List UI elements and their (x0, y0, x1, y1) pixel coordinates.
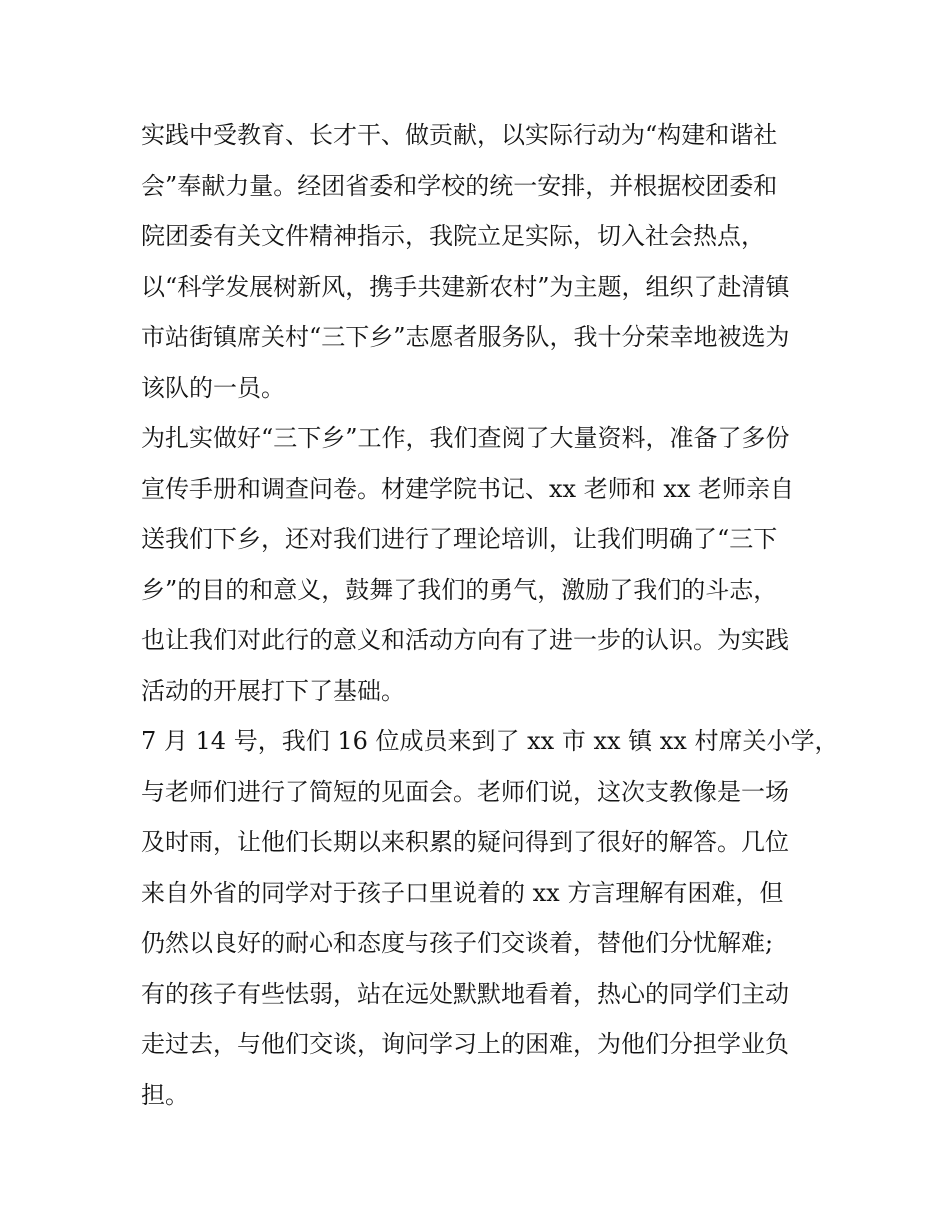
text-line: 来自外省的同学对于孩子口里说着的 xx 方言理解有困难，但 (141, 878, 784, 907)
text-line: 也让我们对此行的意义和活动方向有了进一步的认识。为实践 (141, 626, 789, 654)
body-text (141, 110, 839, 1120)
text-line: 7 月 14 号，我们 16 位成员来到了 xx 市 xx 镇 xx 村席关小学， (141, 727, 839, 755)
text-line: 走过去，与他们交谈，询问学习上的困难，为他们分担学业负 (141, 1030, 789, 1058)
text-line: 仍然以良好的耐心和态度与孩子们交谈着，替他们分忧解难; (141, 929, 774, 957)
text-line: 担。 (141, 1080, 189, 1109)
text-line: 与老师们进行了简短的见面会。老师们说，这次支教像是一场 (141, 777, 789, 806)
text-line: 会”奉献力量。经团省委和学校的统一安排，并根据校团委和 (141, 171, 778, 200)
text-line: 有的孩子有些怯弱，站在远处默默地看着，热心的同学们主动 (141, 979, 789, 1008)
text-line: 宣传手册和调查问卷。材建学院书记、xx 老师和 xx 老师亲自 (141, 474, 795, 503)
text-line: 以“科学发展树新风，携手共建新农村”为主题，组织了赴清镇 (141, 272, 790, 301)
text-line: 市站街镇席关村“三下乡”志愿者服务队，我十分荣幸地被选为 (141, 323, 790, 351)
text-line: 活动的开展打下了基础。 (141, 676, 405, 705)
text-line: 院团委有关文件精神指示，我院立足实际，切入社会热点， (141, 222, 765, 250)
text-line: 及时雨，让他们长期以来积累的疑问得到了很好的解答。几位 (141, 828, 789, 856)
text-line: 实践中受教育、长才干、做贡献，以实际行动为“构建和谐社 (141, 121, 778, 149)
text-line: 送我们下乡，还对我们进行了理论培训，让我们明确了“三下 (141, 525, 778, 553)
text-line: 该队的一员。 (141, 373, 285, 402)
text-line: 乡”的目的和意义，鼓舞了我们的勇气，激励了我们的斗志， (141, 575, 778, 604)
text-line: 为扎实做好“三下乡”工作，我们查阅了大量资料，准备了多份 (141, 424, 790, 452)
